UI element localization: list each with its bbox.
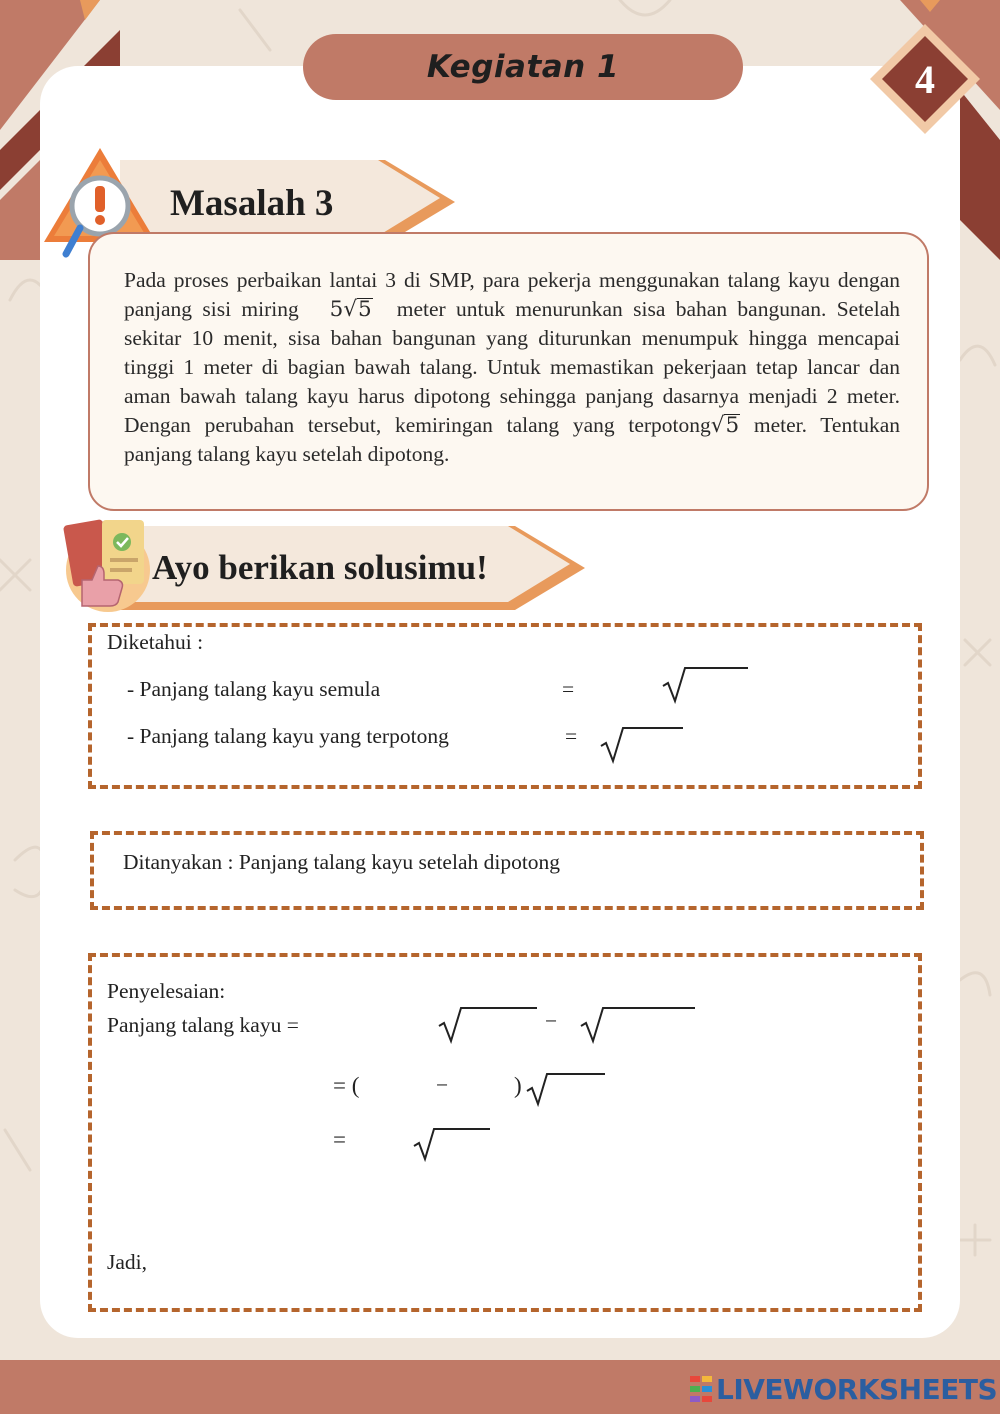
activity-title-pill	[303, 34, 743, 100]
checklist-thumbs-up-icon	[62, 514, 154, 614]
asked-text: Ditanyakan : Panjang talang kayu setelah dipotong	[123, 850, 561, 874]
problem-text-2: meter untuk menurunkan sisa bahan bangunan. Setelah sekitar 10 menit, sisa bahan bangunan yang diturunkan menumpuk hingga mencapai tinggi 1 meter di bagian bawah talang. Untuk memastikan pekerjaan tetap lancar dan aman bawah talang kayu harus dipotong sehingga panjang dasarnya menjadi 2 meter. Dengan perubahan tersebut, kemiringan talang yang terpotong	[124, 297, 900, 437]
known-equals-2: =	[565, 724, 578, 748]
slant-length-expression: 5√5	[329, 297, 372, 322]
known-equals-1: =	[562, 677, 575, 701]
answer-radical-cut[interactable]	[598, 724, 688, 764]
answer-line1-label: Panjang talang kayu =	[107, 1013, 299, 1037]
answer-radical-3[interactable]	[411, 1126, 493, 1162]
answer-minus-1: −	[545, 1009, 558, 1033]
known-item-original-length: - Panjang talang kayu semula	[127, 677, 381, 701]
answer-radical-1b[interactable]	[578, 1004, 698, 1044]
slant-length-coef: 5	[329, 297, 344, 322]
known-box	[88, 623, 922, 789]
answer-line2-eq: = (	[333, 1073, 360, 1098]
known-item-cut-length: - Panjang talang kayu yang terpotong	[127, 724, 449, 748]
liveworksheets-brand: LIVEWORKSHEETS	[716, 1372, 998, 1406]
answer-line3-eq: =	[333, 1127, 346, 1152]
answer-radical-1a[interactable]	[436, 1004, 540, 1044]
liveworksheets-logo[interactable]	[690, 1374, 997, 1404]
answer-radical-original[interactable]	[660, 664, 750, 704]
slant-length-radicand: 5	[358, 297, 372, 322]
cut-slope-radicand: 5	[725, 413, 740, 438]
problem-text-3: meter. Tentukan panjang talang kayu setelah dipotong.	[124, 413, 900, 466]
solution-heading: Ayo berikan solusimu!	[152, 548, 488, 587]
problem-text-1: Pada proses perbaikan lantai 3 di SMP, para pekerja menggunakan talang kayu dengan panjang sisi miring	[124, 268, 900, 321]
liveworksheets-logo-icon	[690, 1376, 712, 1402]
activity-title: Kegiatan 1	[426, 49, 620, 85]
problem-heading: Masalah 3	[170, 183, 334, 224]
problem-statement	[124, 266, 900, 469]
answer-line2-close: )	[514, 1073, 522, 1098]
cut-slope-expression: √5	[710, 413, 740, 438]
known-label: Diketahui :	[107, 630, 204, 654]
answer-radical-2[interactable]	[524, 1071, 608, 1107]
answer-conclusion-label: Jadi,	[107, 1250, 148, 1274]
answer-minus-2: −	[436, 1073, 449, 1097]
page-number: 4	[915, 56, 935, 102]
answer-label: Penyelesaian:	[107, 979, 226, 1003]
